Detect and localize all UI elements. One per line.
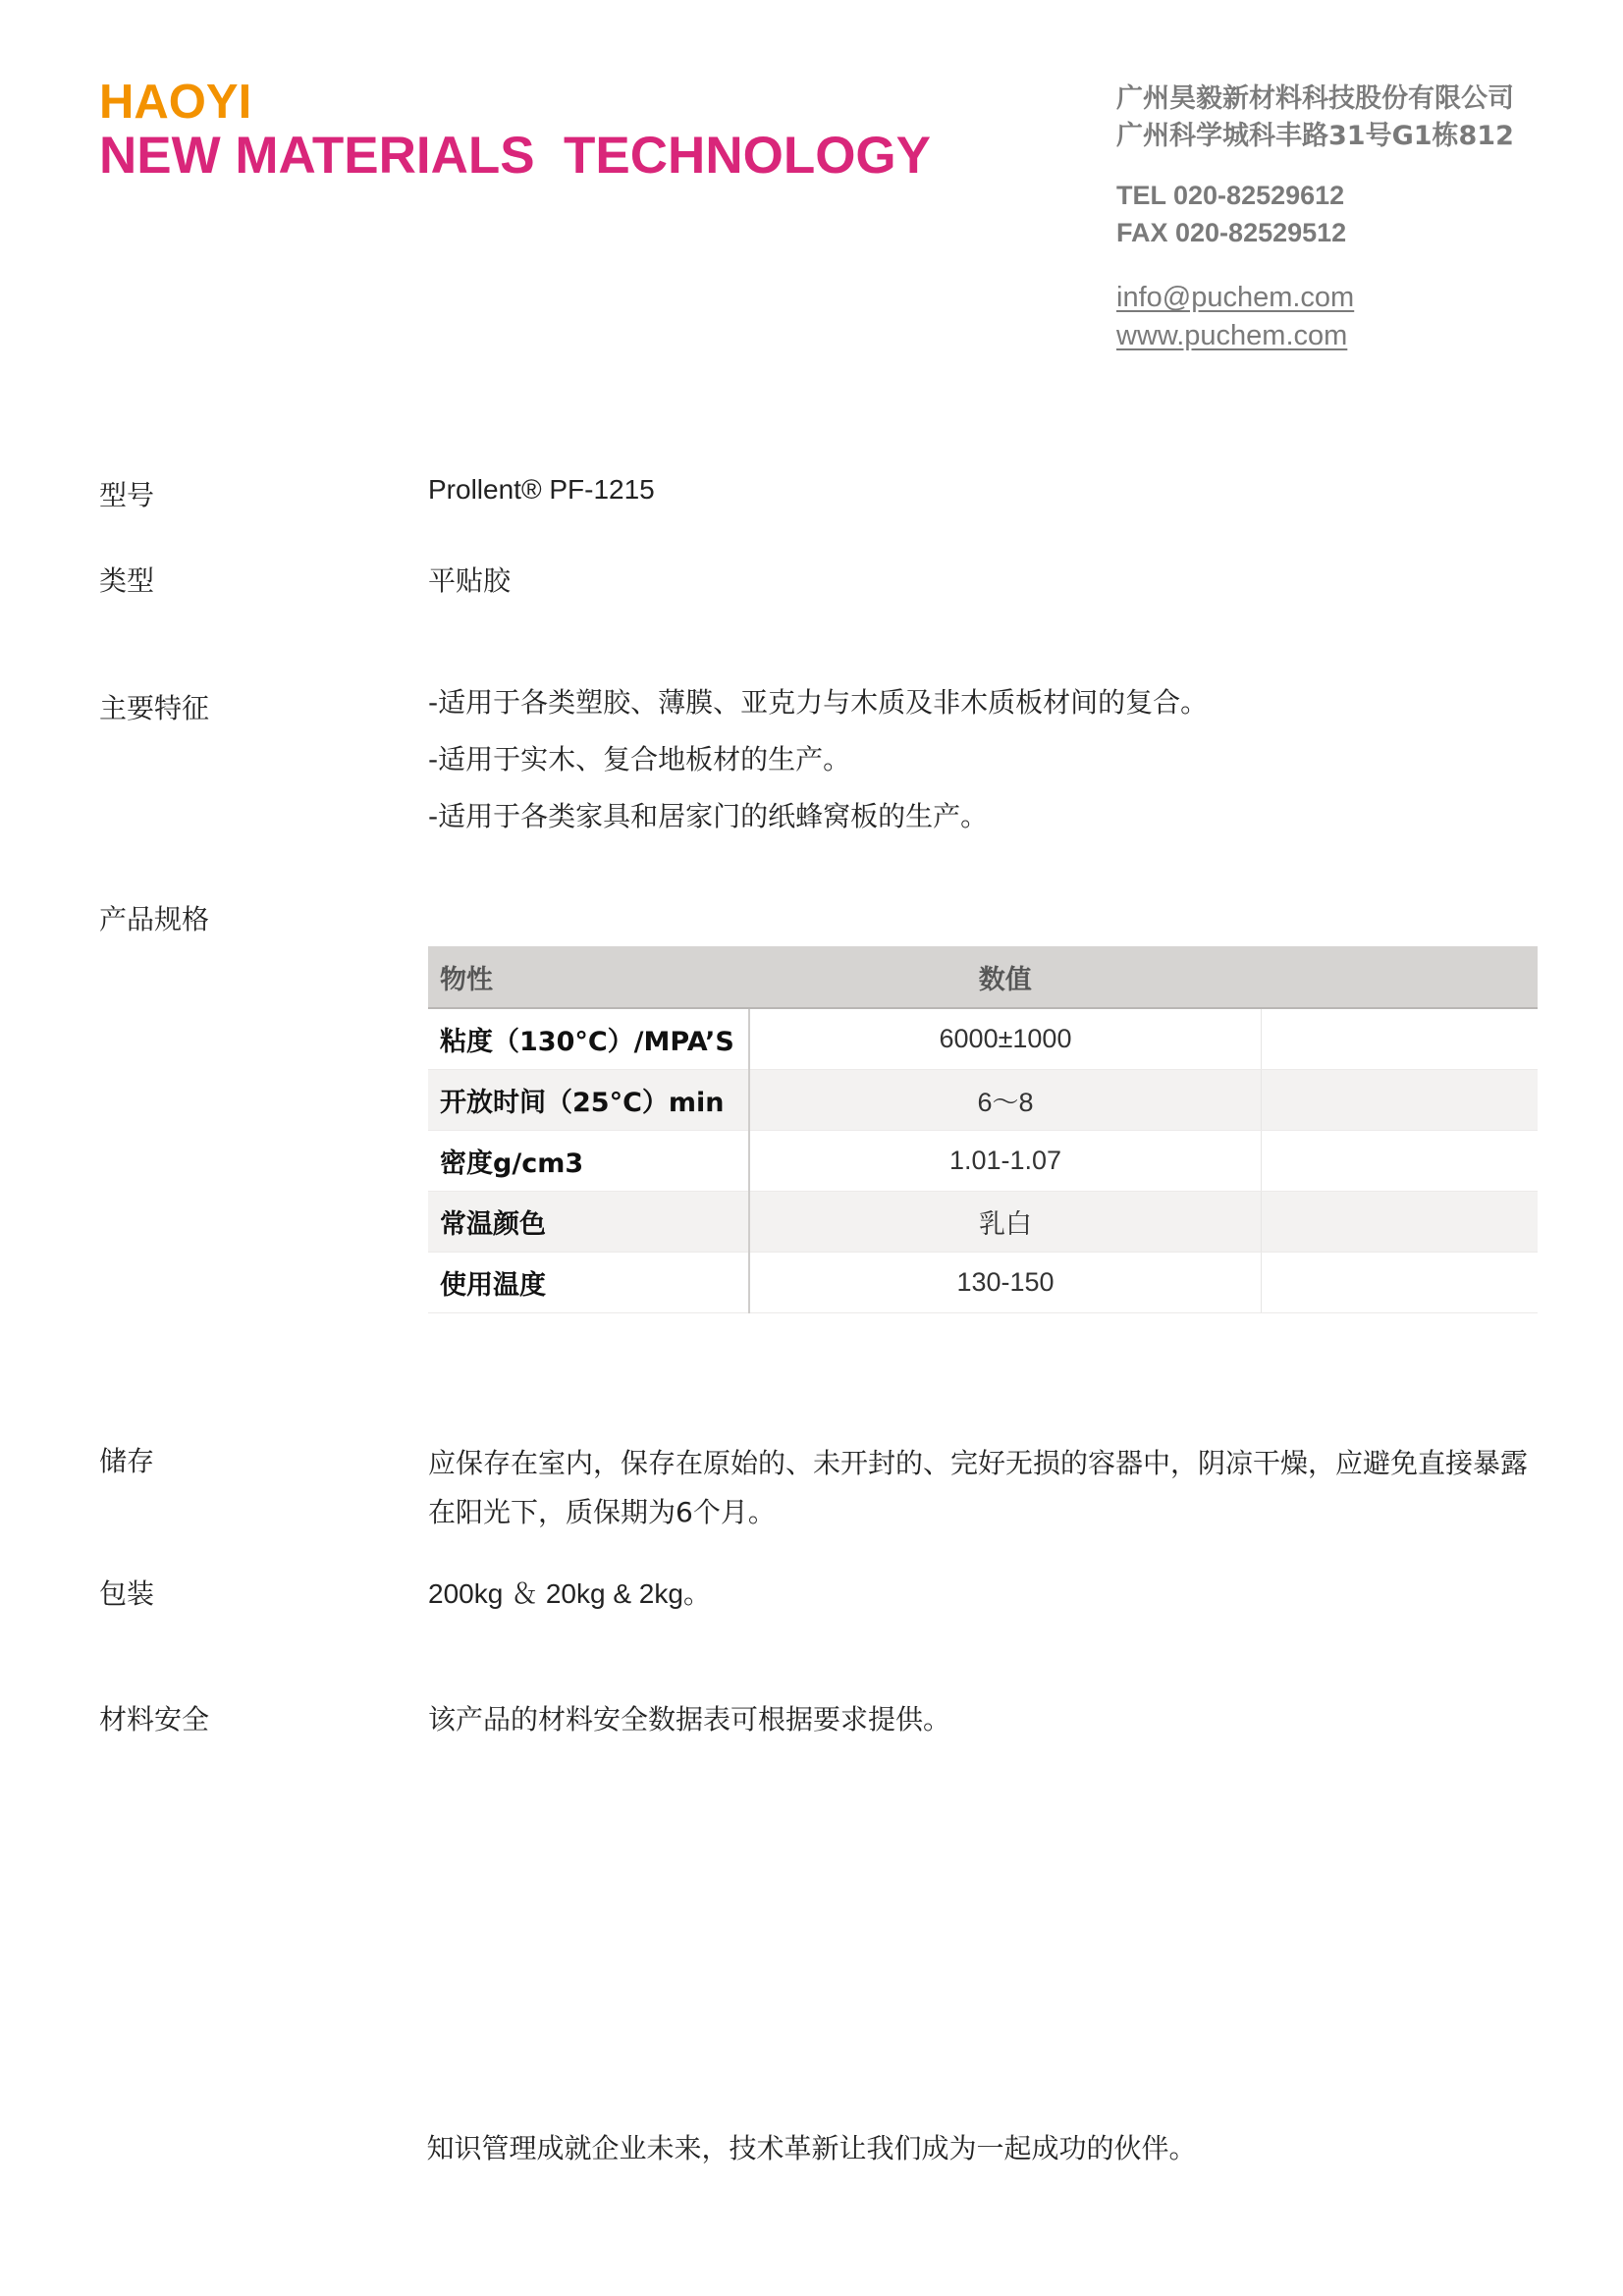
email-link[interactable]: info@puchem.com	[1116, 282, 1355, 313]
brand-logo-text	[99, 77, 931, 185]
table-row	[428, 1070, 1538, 1131]
features-label: 主要特征	[99, 692, 210, 724]
value-cell: 乳白	[749, 1192, 1262, 1253]
value-cell: 6～8	[749, 1070, 1262, 1131]
property-cell: 常温颜色	[428, 1192, 749, 1253]
brand-name: HAOYI	[99, 76, 252, 129]
value-cell: 1.01-1.07	[749, 1131, 1262, 1192]
company-name: 广州昊毅新材料科技股份有限公司	[1116, 83, 1514, 114]
property-cell: 密度g/cm3	[428, 1131, 749, 1192]
table-row	[428, 1008, 1538, 1070]
feature-item: -适用于实木、复合地板材的生产。	[428, 743, 851, 775]
fax: FAX 020-82529512	[1116, 218, 1347, 247]
model-value: Prollent® PF-1215	[428, 474, 655, 505]
spec-label: 产品规格	[99, 903, 210, 935]
feature-item: -适用于各类塑胶、薄膜、亚克力与木质及非木质板材间的复合。	[428, 686, 1209, 719]
feature-item: -适用于各类家具和居家门的纸蜂窝板的生产。	[428, 800, 989, 832]
company-address: 广州科学城科丰路31号G1栋812	[1116, 121, 1514, 151]
safety-label: 材料安全	[99, 1703, 210, 1735]
table-row	[428, 1253, 1538, 1313]
contact-block	[1116, 80, 1514, 355]
model-label: 型号	[99, 479, 155, 511]
type-label: 类型	[99, 564, 155, 597]
brand-tagline: NEW MATERIALS TECHNOLOGY	[99, 127, 931, 185]
value-cell: 6000±1000	[749, 1008, 1262, 1070]
footer-slogan: 知识管理成就企业未来，技术革新让我们成为一起成功的伙伴。	[426, 2132, 1197, 2164]
type-value: 平贴胶	[428, 564, 512, 597]
property-cell: 粘度（130°C）/MPA’S	[428, 1008, 749, 1070]
storage-value: 应保存在室内，保存在原始的、未开封的、完好无损的容器中，阴凉干燥，应避免直接暴露在阳光下，质保期为6个月。	[428, 1447, 1529, 1528]
property-cell: 开放时间（25°C）min	[428, 1070, 749, 1131]
spec-table	[428, 946, 1538, 1313]
storage-label: 储存	[99, 1445, 155, 1477]
website-link[interactable]: www.puchem.com	[1116, 320, 1348, 351]
table-row	[428, 1192, 1538, 1253]
telephone: TEL 020-82529612	[1116, 181, 1345, 210]
header-value: 数值	[749, 946, 1262, 1008]
packaging-value: 200kg ＆ 20kg & 2kg。	[428, 1578, 711, 1609]
table-header-row	[428, 946, 1538, 1008]
property-cell: 使用温度	[428, 1253, 749, 1313]
value-cell: 130-150	[749, 1253, 1262, 1313]
table-row	[428, 1131, 1538, 1192]
safety-value: 该产品的材料安全数据表可根据要求提供。	[428, 1703, 951, 1735]
header-property: 物性	[428, 946, 749, 1008]
features-list	[428, 683, 1208, 854]
packaging-label: 包装	[99, 1577, 155, 1610]
